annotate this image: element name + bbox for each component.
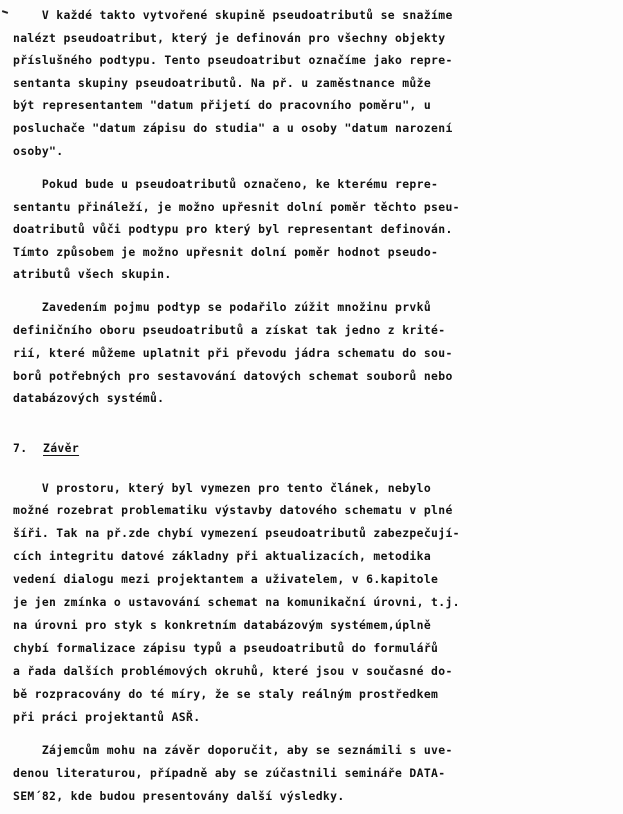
- paragraph-3-line-1: Zavedením pojmu podtyp se podařilo zúžit množinu prvků: [13, 300, 432, 314]
- paragraph-1-line-2: nalézt pseudoatribut, který je definován pro všechny objekty: [13, 31, 446, 45]
- paragraph-2-line-1: Pokud bude u pseudoatributů označeno, ke kterému repre-: [13, 177, 439, 191]
- paragraph-2-line-2: sentantu přináleží, je možno upřesnit dolní poměr těchto pseu-: [13, 200, 460, 214]
- section-paragraph-1-line-2: možné rozebrat problematiku výstavby datového schematu v plné: [13, 503, 453, 517]
- section-paragraph-2-line-3: SEM´82, kde budou presentovány další výsledky.: [13, 789, 345, 803]
- paragraph-2-line-5: atributů všech skupin.: [13, 267, 172, 281]
- margin-tick-mark: [2, 10, 8, 14]
- paragraph-1-line-6: posluchače "datum zápisu do studia" a u osoby "datum narození: [13, 121, 453, 135]
- paragraph-1-line-1: V každé takto vytvořené skupině pseudoatributů se snažíme: [13, 8, 453, 22]
- paragraph-2-line-3: doatributů vůči podtypu pro který byl representant definován.: [13, 222, 453, 236]
- section-paragraph-1-line-8: chybí formalizace zápisu typů a pseudoatributů do formulářů: [13, 641, 439, 655]
- paragraph-1-line-5: být representantem "datum přijetí do pracovního poměru", u: [13, 98, 432, 112]
- paragraph-3-line-4: borů potřebných pro sestavování datových schemat souborů nebo: [13, 369, 453, 383]
- section-paragraph-1-line-7: na úrovni pro styk s konkretním databázovým systémem,úplně: [13, 618, 432, 632]
- section-paragraph-1-line-11: při práci projektantů ASŘ.: [13, 710, 201, 724]
- section-paragraph-2-line-2: denou literaturou, případně aby se zúčastnili semináře DATA-: [13, 766, 446, 780]
- paragraph-3-line-3: rií, které můžeme uplatnit při převodu jádra schematu do sou-: [13, 346, 453, 360]
- paragraph-2-line-4: Tímto způsobem je možno upřesnit dolní poměr hodnot pseudo-: [13, 245, 439, 259]
- section-paragraph-1-line-10: bě rozpracovány do té míry, že se staly reálným prostředkem: [13, 687, 439, 701]
- section-title: Závěr: [43, 441, 80, 455]
- paragraph-1-line-3: příslušného podtypu. Tento pseudoatribut označíme jako repre-: [13, 53, 453, 67]
- section-paragraph-1-line-5: vedení dialogu mezi projektantem a uživatelem, v 6.kapitole: [13, 572, 439, 586]
- paragraph-3-line-5: databázových systémů.: [13, 391, 165, 405]
- section-paragraph-1-line-9: a řada dalších problémových okruhů, které jsou v současné do-: [13, 664, 453, 678]
- paragraph-1-line-4: sentanta skupiny pseudoatributů. Na př. u zaměstnance může: [13, 76, 432, 90]
- section-number: 7.: [13, 441, 28, 455]
- paragraph-3-line-2: definičního oboru pseudoatributů a získat tak jedno z krité-: [13, 323, 446, 337]
- section-paragraph-1-line-1: V prostoru, který byl vymezen pro tento článek, nebylo: [13, 481, 432, 495]
- paragraph-1-line-7: osoby".: [13, 144, 64, 158]
- section-paragraph-1-line-4: cích integritu datové základny při aktualizacích, metodika: [13, 549, 432, 563]
- section-paragraph-1-line-6: je jen zmínka o ustavování schemat na komunikační úrovni, t.j.: [13, 595, 460, 609]
- section-paragraph-2-line-1: Zájemcům mohu na závěr doporučit, aby se seznámili s uve-: [13, 743, 453, 757]
- section-paragraph-1-line-3: šíři. Tak na př.zde chybí vymezení pseudoatributů zabezpečují-: [13, 526, 460, 540]
